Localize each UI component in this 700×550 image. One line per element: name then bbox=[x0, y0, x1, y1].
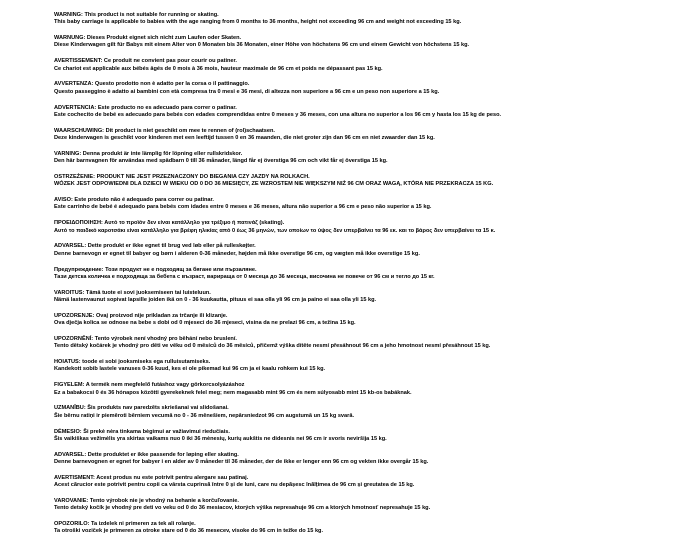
warning-heading: AVVERTENZA: Questo prodotto non è adatto per la corsa o il pattinaggio. bbox=[54, 81, 250, 88]
warning-heading: WAARSCHUWING: Dit product is niet geschikt om mee te rennen of (rol)schaatsen. bbox=[54, 127, 275, 134]
warning-heading: Предупреждение: Този продукт не е подходящ за бягане или пързаляне. bbox=[54, 266, 257, 273]
warning-text: Kandekott sobib lastele vanuses 0-36 kuud, kes ei ole pikemad kui 96 cm ja ei kaalu rohkem kui 15 kg. bbox=[54, 366, 326, 373]
warning-heading: AVERTISSEMENT: Ce produit ne convient pas pour courir ou patiner. bbox=[54, 58, 237, 65]
warning-text: Αυτό το παιδικό καροτσάκι είναι κατάλληλο για βρέφη ηλικίας από 0 έως 36 μηνών, των οποίων το ύψος δεν υπερβαίνει τα 96 εκ. και το βάρος δεν υπερβαίνει τα 15 κ. bbox=[54, 227, 496, 234]
warning-heading: AVERTISMENT: Acest produs nu este potrivit pentru alergare sau patinaj. bbox=[54, 474, 249, 481]
warning-block-sk bbox=[54, 498, 690, 513]
warning-heading: UZMANĪBU: Šis produkts nav paredzēts skriešanai vai slidošanai. bbox=[54, 405, 229, 412]
warning-block-ro bbox=[54, 475, 690, 490]
warning-heading: WARNUNG: Dieses Produkt eignet sich nicht zum Laufen oder Skaten. bbox=[54, 35, 242, 42]
warning-block-et bbox=[54, 359, 690, 374]
warning-heading: ADVARSEL: Dette produktet er ikke passende for løping eller skating. bbox=[54, 451, 239, 458]
warning-text: Este cochecito de bebé es adecuado para bebés con edades comprendidas entre 0 meses y 36 meses, con una altura no superior a los 96 cm y hasta los 15 kg de peso. bbox=[54, 111, 502, 118]
warning-text: Ez a babakocsi 0 és 36 hónapos közötti gyerekeknek felel meg; nem magasabb mint 96 cm és nem súlyosabb mint 15 kb-os babáknak. bbox=[54, 389, 412, 396]
warning-text: Тази детска количка е подходяща за бебета с възраст, варираща от 0 месеца до 36 месеца, височина не повече от 96 см и тегло до 15 кг. bbox=[54, 273, 435, 280]
warning-block-no bbox=[54, 452, 690, 467]
warning-heading: ADVERTENCIA: Este producto no es adecuado para correr o patinar. bbox=[54, 104, 237, 111]
warning-heading: OPOZORILO: Ta izdelek ni primeren za tek ali rolanje. bbox=[54, 521, 196, 528]
warning-block-hu bbox=[54, 382, 690, 397]
warning-block-pt bbox=[54, 197, 690, 212]
warning-text: Questo passeggino è adatto ai bambini con età compresa tra 0 mesi e 36 mesi, di altezza non superiore a 96 cm e un peso non superiore a 15 kg. bbox=[54, 88, 440, 95]
warning-heading: UPOZORENJE: Ovaj proizvod nije prikladan za trčanje ili klizanje. bbox=[54, 312, 228, 319]
warning-block-it bbox=[54, 81, 690, 96]
warning-block-fi bbox=[54, 290, 690, 305]
warning-text: Nämä lastenvaunut sopivat lapsille joiden ikä on 0 - 36 kuukautta, pituus ei saa olla yli 96 cm ja paino ei saa olla yli 15 kg. bbox=[54, 296, 377, 303]
warning-heading: VAROITUS: Tämä tuote ei sovi juoksemiseen tai luisteluun. bbox=[54, 289, 211, 296]
warning-block-fr bbox=[54, 58, 690, 73]
warning-heading: UPOZORNĚNÍ: Tento výrobek není vhodný pro běhání nebo bruslení. bbox=[54, 335, 237, 342]
warning-block-sv bbox=[54, 151, 690, 166]
warning-heading: ΠΡΟΕΙΔΟΠΟΙΗΣΗ: Αυτό το προϊόν δεν είναι κατάλληλο για τρέξιμο ή πατινάζ (skating). bbox=[54, 220, 285, 227]
warning-heading: VARNING: Denna produkt är inte lämplig för löpning eller rullskridskor. bbox=[54, 150, 243, 157]
warning-block-pl bbox=[54, 174, 690, 189]
warning-heading: WARNING: This product is not suitable for running or skating. bbox=[54, 12, 219, 18]
warning-text: Den här barnvagnen för användas med spädbarn 0 till 36 månader, längd får ej överstiga 96 cm och vikt får ej överstiga 15 kg. bbox=[54, 158, 388, 165]
warning-heading: ADVARSEL: Dette produkt er ikke egnet til brug ved løb eller på rulleskøjter. bbox=[54, 243, 256, 250]
warning-block-el bbox=[54, 220, 690, 235]
warning-heading: OSTRZEŻENIE: PRODUKT NIE JEST PRZEZNACZONY DO BIEGANIA CZY JAZDY NA ROLKACH. bbox=[54, 173, 310, 180]
warning-heading: FIGYELEM: A termék nem megfelelő futáshoz vagy görkorcsolyázáshoz bbox=[54, 382, 245, 389]
warning-block-cs bbox=[54, 336, 690, 351]
warning-text: Acest cărucior este potrivit pentru copii ca vârsta cuprinsă între 0 și de luni, care nu depășesc înălțimea de 96 cm și greutatea de 15 kg. bbox=[54, 482, 415, 489]
warning-text: Ce chariot est applicable aux bébés âgés de 0 mois à 36 mois, hauteur maximale de 96 cm et poids ne dépassant pas 15 kg. bbox=[54, 65, 383, 72]
warning-text: Tento detský kočík je vhodný pre deti vo veku od 0 do 36 mesiacov, ktorých výška nepresahuje 96 cm a ktorých hmotnosť nepresahuje 15 kg. bbox=[54, 505, 431, 512]
warning-heading: HOIATUS: toode ei sobi jooksmiseks ega rulluisutamiseks. bbox=[54, 359, 211, 366]
warning-text: Ta otroški voziček je primeren za otroke stare od 0 do 36 mesecev, visoke do 96 cm in težke do 15 kg. bbox=[54, 528, 324, 535]
warning-text: Este carrinho de bebé é adequado para bebés com idades entre 0 meses e 36 meses, altura não superior a 96 cm e peso não superior a 15 kg. bbox=[54, 204, 432, 211]
warning-text: Denne barnevognen er egnet for babyer i en alder av 0 måneder til 36 måneder, der de ikke er lenger enn 96 cm og vekten ikke overgår 15 kg. bbox=[54, 458, 429, 465]
warning-block-en bbox=[54, 12, 690, 27]
warning-block-de bbox=[54, 35, 690, 50]
warning-text: Šis vaikiškas vežimėlis yra skirtas vaikams nuo 0 iki 36 mėnesių, kurių aukštis ne didesnis nei 96 cm ir svoris neviršija 15 kg. bbox=[54, 435, 387, 442]
warning-text: This baby carriage is applicable to babies with the age ranging from 0 months to 36 months, height not exceeding 96 cm and weight not exceeding 15 kg. bbox=[54, 19, 462, 26]
warning-heading: DĖMESIO: Ši prekė nėra tinkama bėgimui ar važiavimui riedučiais. bbox=[54, 428, 230, 435]
warning-block-lt bbox=[54, 429, 690, 444]
warning-heading: VAROVANIE: Tento výrobok nie je vhodný na behanie a korčuľovanie. bbox=[54, 497, 239, 504]
warning-text: Šie bērnu ratiņi ir piemēroti bērniem vecumā no 0 - 36 mēnešiem, nepārsniedzot 96 cm augstumā un 15 kg svarā. bbox=[54, 412, 354, 419]
warning-block-es bbox=[54, 105, 690, 120]
warning-text: Deze kinderwagen is geschikt voor kinderen met een leeftijd tussen 0 en 36 maanden, die niet groter zijn dan 96 cm en niet zwaarder dan 15 kg. bbox=[54, 135, 435, 141]
warning-heading: AVISO: Este produto não é adequado para correr ou patinar. bbox=[54, 197, 214, 204]
warning-block-da bbox=[54, 243, 690, 258]
warning-text: Denne barnevogn er egnet til babyer og børn i alderen 0-36 måneder, højden må ikke overstige 96 cm, og vægten må ikke overstige 15 kg. bbox=[54, 250, 420, 257]
warning-block-nl bbox=[54, 128, 690, 143]
warning-text: Ova dječja kolica se odnose na bebe s dobi od 0 mjeseci do 36 mjeseci, visina da ne prelazi 96 cm, a težina 15 kg. bbox=[54, 320, 356, 327]
warning-text: Tento dětský kočárek je vhodný pro děti ve věku od 0 měsíců do 36 měsíců, přičemž výška dítěte nesmí přesáhnout 96 cm a jeho hmotnost nesmí přesáhnout 15 kg. bbox=[54, 343, 491, 350]
warning-block-lv bbox=[54, 405, 690, 420]
warning-text: Diese Kinderwagen gilt für Babys mit einem Alter von 0 Monaten bis 36 Monaten, einer Höhe von höchstens 96 cm und einem Gewicht von höchstens 15 kg. bbox=[54, 42, 470, 49]
warning-block-hr bbox=[54, 313, 690, 328]
warning-block-bg bbox=[54, 267, 690, 282]
warning-block-sl bbox=[54, 521, 690, 536]
warning-text: WÓZEK JEST ODPOWIEDNI DLA DZIECI W WIEKU OD 0 DO 36 MIESIĘCY, ZE WZROSTEM NIE WIĘKSZYM NIŻ 96 CM ORAZ WAGĄ, KTÓRA NIE PRZEKRACZA 15 KG. bbox=[54, 181, 494, 188]
